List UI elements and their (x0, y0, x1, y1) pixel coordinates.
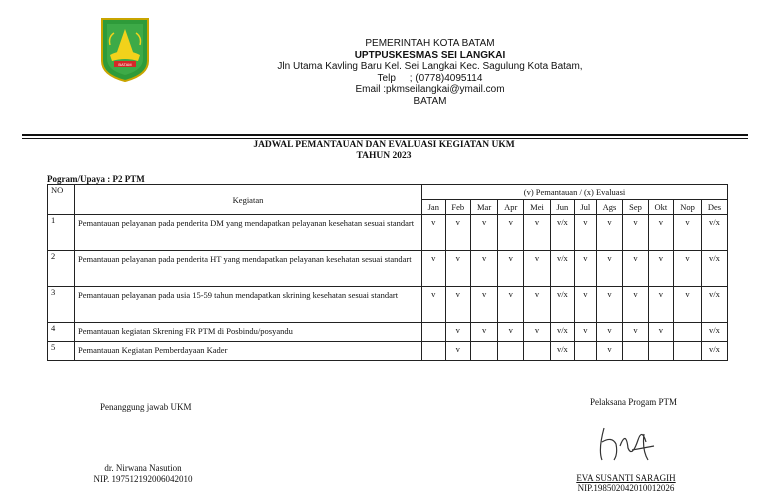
schedule-mark: v (422, 287, 446, 323)
schedule-mark: v (596, 215, 623, 251)
schedule-mark: v (470, 287, 497, 323)
schedule-mark: v (574, 215, 596, 251)
left-signatory-nip: NIP. 197512192006042010 (93, 474, 193, 484)
schedule-mark (422, 342, 446, 361)
schedule-mark: v (445, 342, 470, 361)
table-row (48, 287, 728, 323)
table-row (48, 342, 728, 361)
letterhead (250, 38, 610, 107)
month-header: Des (701, 200, 727, 215)
schedule-mark: v (422, 251, 446, 287)
schedule-mark: v (498, 215, 524, 251)
schedule-mark: v (623, 251, 648, 287)
schedule-table (47, 184, 728, 361)
title-line-2: TAHUN 2023 (356, 150, 412, 161)
row-number: 4 (48, 323, 75, 342)
batam-city-crest-logo (100, 17, 150, 83)
schedule-mark: v (674, 287, 702, 323)
row-activity: Pemantauan pelayanan pada penderita HT yang mendapatkan pelayanan kesehatan sesuai standart (75, 251, 422, 287)
month-header: Jul (574, 200, 596, 215)
schedule-mark (470, 342, 497, 361)
logo-text: BATAM (118, 62, 132, 67)
row-activity: Pemantauan pelayanan pada penderita DM yang mendapatkan pelayanan kesehatan sesuai standart (75, 215, 422, 251)
schedule-mark: v (596, 251, 623, 287)
schedule-mark (524, 342, 551, 361)
kop-government: PEMERINTAH KOTA BATAM (365, 38, 495, 49)
schedule-mark: v (445, 323, 470, 342)
schedule-mark: v/x (701, 342, 727, 361)
schedule-mark: v (623, 287, 648, 323)
schedule-mark: v (445, 215, 470, 251)
table-row (48, 251, 728, 287)
kop-address: Jln Utama Kavling Baru Kel. Sei Langkai Kec. Sagulung Kota Batam, (277, 61, 583, 72)
left-signatory-role: Penanggung jawab UKM (100, 402, 192, 412)
schedule-mark: v/x (550, 215, 574, 251)
schedule-mark: v (470, 323, 497, 342)
schedule-mark: v (524, 287, 551, 323)
header-no: NO (48, 185, 75, 215)
schedule-mark: v (596, 287, 623, 323)
month-header: Jan (422, 200, 446, 215)
schedule-mark (422, 323, 446, 342)
row-activity: Pemantauan pelayanan pada usia 15-59 tahun mendapatkan skrining kesehatan sesuai standart (75, 287, 422, 323)
schedule-mark (498, 342, 524, 361)
schedule-mark: v (498, 251, 524, 287)
schedule-mark: v (674, 251, 702, 287)
header-legend: (v) Pemantauan / (x) Evaluasi (422, 185, 728, 200)
schedule-mark: v (648, 215, 673, 251)
document-title (180, 140, 588, 161)
schedule-mark (648, 342, 673, 361)
schedule-mark: v (445, 287, 470, 323)
month-header: Nop (674, 200, 702, 215)
schedule-mark: v/x (701, 323, 727, 342)
month-header: Sep (623, 200, 648, 215)
schedule-mark: v/x (550, 287, 574, 323)
row-number: 5 (48, 342, 75, 361)
schedule-mark: v (498, 287, 524, 323)
schedule-mark (574, 342, 596, 361)
schedule-mark: v (648, 323, 673, 342)
schedule-mark: v (422, 215, 446, 251)
right-signatory-role: Pelaksana Progam PTM (590, 397, 677, 407)
right-signatory-nip: NIP.198502042010012026 (577, 483, 675, 493)
left-signatory (88, 463, 198, 485)
schedule-mark: v (445, 251, 470, 287)
month-header: Feb (445, 200, 470, 215)
table-header-row (48, 185, 728, 200)
table-row (48, 215, 728, 251)
row-activity: Pemantauan Kegiatan Pemberdayaan Kader (75, 342, 422, 361)
month-header: Apr (498, 200, 524, 215)
schedule-mark: v (470, 251, 497, 287)
letterhead-divider-thin (22, 138, 748, 139)
schedule-mark: v/x (701, 251, 727, 287)
schedule-mark: v (623, 215, 648, 251)
schedule-mark: v/x (550, 323, 574, 342)
schedule-mark: v (574, 323, 596, 342)
month-header: Ags (596, 200, 623, 215)
schedule-body (48, 215, 728, 361)
schedule-mark: v (648, 287, 673, 323)
row-number: 3 (48, 287, 75, 323)
month-header: Okt (648, 200, 673, 215)
handwritten-signature (592, 420, 662, 466)
row-number: 1 (48, 215, 75, 251)
schedule-mark: v (574, 251, 596, 287)
schedule-mark: v/x (701, 287, 727, 323)
kop-email: Email :pkmseilangkai@ymail.com (355, 84, 505, 95)
schedule-mark (623, 342, 648, 361)
program-label: Pogram/Upaya : P2 PTM (47, 174, 145, 184)
schedule-mark: v (524, 215, 551, 251)
schedule-mark: v (596, 342, 623, 361)
schedule-mark: v (524, 323, 551, 342)
kop-institution: UPTPUSKESMAS SEI LANGKAI (354, 49, 506, 61)
month-header: Mei (524, 200, 551, 215)
header-kegiatan: Kegiatan (75, 185, 422, 215)
schedule-mark: v (524, 251, 551, 287)
schedule-mark: v (623, 323, 648, 342)
title-line-1: JADWAL PEMANTAUAN DAN EVALUASI KEGIATAN UKM (253, 140, 515, 150)
schedule-mark: v (596, 323, 623, 342)
row-number: 2 (48, 251, 75, 287)
schedule-mark: v (648, 251, 673, 287)
letterhead-divider-thick (22, 134, 748, 136)
month-header: Mar (470, 200, 497, 215)
right-signatory (556, 473, 696, 493)
row-activity: Pemantauan kegiatan Skrening FR PTM di Posbindu/posyandu (75, 323, 422, 342)
schedule-mark: v (470, 215, 497, 251)
kop-phone: Telp ; (0778)4095114 (377, 72, 483, 84)
table-row (48, 323, 728, 342)
schedule-mark: v (498, 323, 524, 342)
schedule-mark: v/x (550, 342, 574, 361)
schedule-mark: v/x (550, 251, 574, 287)
schedule-mark (674, 323, 702, 342)
schedule-mark: v (574, 287, 596, 323)
kop-city: BATAM (413, 95, 447, 107)
month-header: Jun (550, 200, 574, 215)
right-signatory-name: EVA SUSANTI SARAGIH (576, 473, 676, 483)
schedule-mark: v (674, 215, 702, 251)
schedule-mark (674, 342, 702, 361)
left-signatory-name: dr. Nirwana Nasution (104, 463, 182, 473)
schedule-mark: v/x (701, 215, 727, 251)
